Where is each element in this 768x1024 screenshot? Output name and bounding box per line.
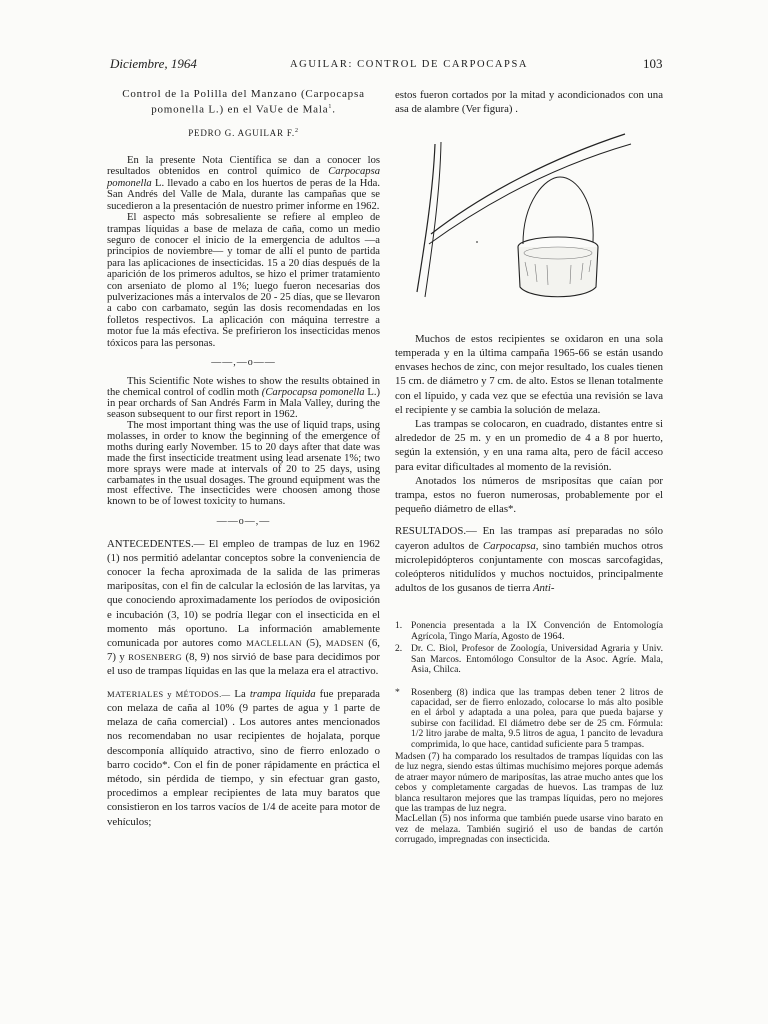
intro-paragraph-2: El aspecto más sobresaliente se refiere al empleo de trampas líquidas a base de melaza de caña, como un medio seguro de conocer el inicio de la emergencia de adultos —a principios de noviembre— y tomar de allí el punto de partida para las aplicaciones de insecticidas. 15 a 20 días después de la aparición de los primeros adultos, se hizo el primer tratamiento con arseniato de plomo al 1%; luego fueron necesarias dos pulverizaciones más a intervalos de 20 - 25 días, que se llevaron a cabo con carbamato, según las dosis recomendadas en los folletos respectivos. La aplicación con máquina terrestre a motor fue la más efectiva. Se prefirieron los insecticidas menos tóxicos para las personas. — [107, 212, 380, 349]
header-date: Diciembre, 1964 — [110, 56, 197, 71]
abstract-paragraph-1 — [107, 377, 380, 421]
trap-can-illustration-icon — [395, 122, 663, 312]
author-footnote-ref: 2 — [294, 127, 299, 134]
antecedentes-paragraph — [107, 537, 380, 679]
antecedentes-heading: ANTECEDENTES.— — [107, 537, 205, 550]
intro-paragraph-1 — [107, 155, 380, 212]
intro-p1-text: En la presente Nota Científica se dan a conocer los resultados obtenidos en control químico de — [107, 155, 380, 178]
resultados-paragraph — [395, 524, 663, 595]
antecedentes-text-b: (5), — [301, 637, 326, 650]
resultados-hyphenated: Anti- — [532, 582, 555, 595]
antecedentes-text-a: El empleo de trampas de luz en 1962 (1) nos permitió adelantar conceptos sobre la conveniencia de conocer la fecha aproximada de la salida de las primeras mariposítas, con el fin de calcular la eclosión de las larvitas, ya que conociendo aproximadamente los períodos de oviposición e incubación (3, 10) se podría llegar con el insecticida en el momento más oportuno. La información amablemente comunicada por autores como — [107, 537, 380, 650]
resultados-text-a: En las trampas así preparadas no sólo cayeron adultos de — [395, 525, 663, 552]
footnote-number: 2. — [395, 643, 403, 655]
footnotes — [395, 621, 663, 845]
footnote-number: 1. — [395, 620, 403, 632]
footnote-2 — [395, 644, 663, 675]
star-footnote-text-3: MacLellan (5) nos informa que también puede usarse vino barato en vez de melaza. También sugirió el uso de bandas de cartón corrugado, impregnadas con insecticida. — [395, 813, 663, 846]
antecedentes-text-c: (6, 7) y — [107, 637, 380, 664]
materiales-heading: MATERIALES y MÉTODOS.— — [107, 688, 231, 699]
resultados-heading: RESULTADOS.— — [395, 525, 477, 538]
author-name: PEDRO G. AGUILAR F. — [188, 127, 295, 138]
abstract-p1-text-b: L.) in pear orchards of San Andrés Farm in Mala Valley, during the season subsequent to our first report in 1962. — [107, 387, 381, 421]
article-title-footnote-ref: 1 — [328, 103, 333, 110]
star-footnote-text-1: Rosenberg (8) indica que las trampas deben tener 2 litros de capacidad, ser de fierro enlozado, colocarse lo más alto posible en el árbol y adaptada a una polea, para que pueda bajarse y subirse con facilidad. El diámetro debe ser de 25 cm. Fórmula: 1/2 litro jarabe de malta, 9.5 litros de agua, 1 pancito de levadura comprimida, lo que hace, cantidad suficiente para 5 trampas. — [411, 686, 663, 750]
materiales-text-b: fue preparada con melaza de caña al 10% (9 partes de agua y 1 parte de melaza de caña comercial) . Los autores antes mencionados nos recomendaban no usar recipientes de hojalata, porque descomponía allíquido atractivo, sino de fierro enlozado o barro cocido*. Con el fin de poner rápidamente en práctica el método, sin pérdida de tiempo, y sin efectuar gran gasto, procedimos a emplear recipientes de lata muy baratos que consistieron en los tarros vacíos de 1/4 de aceite para motor de vehículos; — [107, 687, 380, 828]
right-paragraph-3: Anotados los números de msriposítas que caían por trampa, estos no fueron numerosas, probablemente por el pequeño diámetro de ellas*. — [395, 474, 663, 516]
materiales-text-a: La — [230, 687, 250, 700]
resultados-species: Carpocapsa, — [482, 539, 539, 552]
materiales-paragraph — [107, 687, 380, 829]
star-footnote-mark: * — [395, 686, 400, 698]
abstract-paragraph-2: The most important thing was the use of liquid traps, using molasses, in order to know the beginning of the emergence of moths during early November. 15 to 20 days after that date was made the first insecticide treatment using lead arsenate 1%; two more sprays were made at intervals of 20 to 25 days, using carbamates in the usual dosages. The ground equipment was the most effective. The insecticides were choosen among those known to be of lowest toxicity to humans. — [107, 420, 380, 508]
page-number: 103 — [643, 56, 663, 71]
abstract-species-name: (Carpocapsa pomonella — [261, 387, 365, 399]
article-title-line2: pomonella L.) en el VaUe de Mala — [151, 103, 329, 116]
author-ref-madsen: MADSEN — [325, 638, 364, 649]
author-ref-rosenberg: ROSENBERG — [128, 652, 183, 663]
footnote-text: Dr. C. Biol, Profesor de Zoología, Universidad Agraria y Univ. San Marcos. Entomólogo Consultor de la Asoc. Agríe. Mala, Asia, Chilca. — [411, 643, 663, 676]
right-paragraph-2: Las trampas se colocaron, en cuadrado, distantes entre si alrededor de 25 m. y en un promedio de 4 a 8 por huerto, según la extensión, y en una rama alta, pero de fácil acceso para evitar dificultades al momento de la revisión. — [395, 418, 663, 473]
right-paragraph-1: Muchos de estos recipientes se oxidaron en una sola temperada y en la última campaña 1965-66 se están usando envases hechos de zinc, con mejor resultado, los cuales tienen 15 cm. de diámetro y 7 cm. de alto. Estos se llenan totalmente con el lípuido, y cada vez que se efectúa una revisión se lava el recipiente y se cambia la solución de melaza. — [395, 332, 663, 416]
article-title-line1: Control de la Polilla del Manzano (Carpocapsa — [122, 88, 365, 100]
left-column — [107, 88, 380, 829]
continued-paragraph: estos fueron cortados por la mitad y acondicionados con una asa de alambre (Ver figura) . — [395, 89, 663, 116]
abstract-p1-text: This Scientific Note wishes to show the results obtained in the chemical control of codlin moth — [107, 376, 380, 399]
running-title: AGUILAR: CONTROL DE CARPOCAPSA — [290, 59, 529, 70]
footnote-1 — [395, 621, 663, 642]
species-name: Carpocapsa pomonella — [107, 166, 380, 189]
separator-2: ——o—,— — [216, 516, 271, 528]
author-ref-maclellan: MACLELLAN — [246, 638, 302, 649]
resultados-text-b: sino también muchos otros microlepidópteros conjuntamente con moscas sarcofagidas, coleópteros nitidulídos y muchos noctuidos, principalmente adultos de los gusanos de tierra — [395, 539, 663, 595]
star-footnote-text-2: Madsen (7) ha comparado los resultados de trampas líquidas con las de luz negra, siendo estas últimas muchísimo mejores porque además de atraer mayor número de mariposítas, las atrae mucho antes que los cebos y completamente cargadas de huevos. Las trampas de luz blanca resultaron mejores que las trampas líquidas, pero no mejores que las trampas de luz negra. — [395, 750, 663, 814]
intro-p1-text-b: L. llevado a cabo en los huertos de peras de la Hda. San Andrés del Valle de Mala, durante las campañas que se sucedieron a la presentación de nuestro primer informe en 1962. — [107, 177, 380, 212]
star-footnote — [395, 688, 663, 750]
author-line — [107, 126, 380, 139]
footnote-text: Ponencia presentada a la IX Convención de Entomología Agrícola, Tingo María, Agosto de 1964. — [411, 620, 663, 642]
right-column — [395, 88, 663, 846]
separator-1: ——,—o—— — [211, 356, 276, 368]
antecedentes-text-d: (8, 9) nos sirvió de base para decidimos por el uso de trampas líquidas en las que la melaza era el atractivo. — [107, 651, 380, 678]
article-title: Control de la Polilla del Manzano (Carpocapsa pomonella L.) en el VaUe de Mala$^1$. — [122, 88, 365, 116]
trampa-liquida-term: trampa líquida — [249, 687, 316, 700]
